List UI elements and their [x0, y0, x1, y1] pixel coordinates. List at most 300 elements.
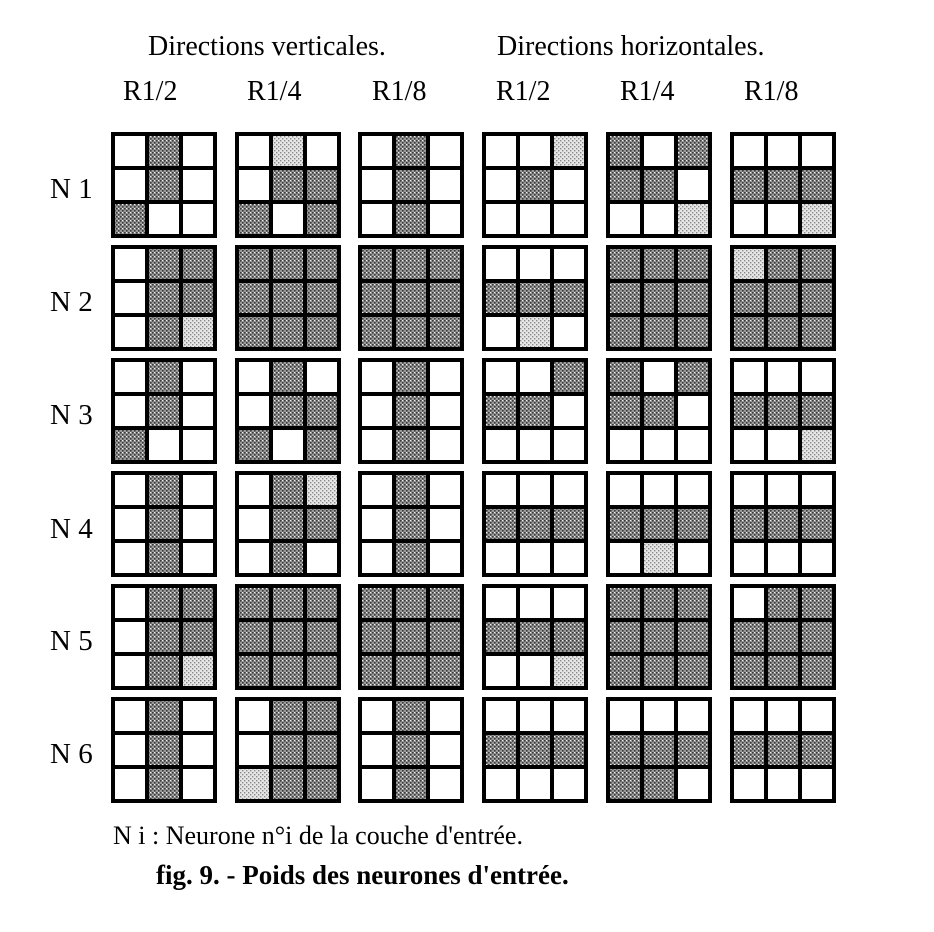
weight-cell-dark	[768, 249, 798, 279]
column-label-2: R1/4	[247, 76, 302, 107]
weight-cell-dark	[610, 656, 640, 686]
weight-cell-dark	[768, 170, 798, 200]
weight-cell-white	[610, 204, 640, 234]
weight-cell-white	[239, 543, 269, 573]
weight-cell-white	[734, 588, 764, 618]
weight-cell-dark	[362, 249, 392, 279]
weight-cell-white	[554, 249, 584, 279]
weight-cell-dark	[520, 735, 550, 765]
weight-cell-dark	[307, 283, 337, 313]
weight-cell-light	[678, 204, 708, 234]
weight-cell-white	[802, 701, 832, 731]
weight-cell-white	[644, 430, 674, 460]
weight-cell-dark	[239, 204, 269, 234]
row-label-2: N 2	[50, 286, 93, 318]
weight-cell-dark	[362, 317, 392, 347]
weight-cell-dark	[149, 170, 179, 200]
column-label-3: R1/8	[372, 76, 427, 107]
weight-cell-dark	[520, 396, 550, 426]
weight-cell-dark	[396, 735, 426, 765]
weight-cell-white	[115, 136, 145, 166]
weight-cell-dark	[678, 362, 708, 392]
weight-cell-dark	[273, 283, 303, 313]
weight-cell-white	[554, 430, 584, 460]
weight-cell-white	[486, 249, 516, 279]
weight-cell-white	[115, 249, 145, 279]
weight-cell-dark	[183, 249, 213, 279]
weight-cell-white	[307, 362, 337, 392]
weight-cell-dark	[239, 588, 269, 618]
weight-cell-white	[362, 170, 392, 200]
weight-cell-dark	[554, 509, 584, 539]
weight-cell-white	[115, 509, 145, 539]
weight-cell-white	[239, 396, 269, 426]
weight-cell-dark	[802, 735, 832, 765]
weight-cell-dark	[183, 622, 213, 652]
weight-cell-white	[554, 588, 584, 618]
weight-cell-dark	[734, 396, 764, 426]
weight-cell-dark	[239, 283, 269, 313]
weight-cell-dark	[734, 656, 764, 686]
weight-cell-white	[486, 430, 516, 460]
weight-cell-white	[362, 475, 392, 505]
weight-cell-dark	[802, 622, 832, 652]
weight-cell-dark	[149, 588, 179, 618]
weight-cell-dark	[273, 317, 303, 347]
weight-cell-white	[183, 509, 213, 539]
weight-cell-white	[554, 170, 584, 200]
weight-cell-white	[486, 543, 516, 573]
weight-cell-dark	[486, 509, 516, 539]
column-label-4: R1/2	[496, 76, 551, 107]
weight-cell-dark	[678, 656, 708, 686]
weight-cell-white	[520, 430, 550, 460]
weight-cell-white	[362, 701, 392, 731]
weight-cell-dark	[149, 656, 179, 686]
weight-cell-white	[183, 204, 213, 234]
weight-cell-white	[430, 362, 460, 392]
weight-cell-white	[362, 204, 392, 234]
weight-cell-dark	[273, 622, 303, 652]
weight-cell-dark	[678, 249, 708, 279]
weight-cell-white	[734, 204, 764, 234]
weight-cell-light	[802, 204, 832, 234]
weight-cell-dark	[149, 396, 179, 426]
row-label-5: N 5	[50, 625, 93, 657]
weight-cell-dark	[610, 136, 640, 166]
row-label-3: N 3	[50, 399, 93, 431]
weight-cell-dark	[802, 509, 832, 539]
weight-cell-dark	[610, 249, 640, 279]
weight-cell-dark	[273, 170, 303, 200]
weight-cell-white	[554, 543, 584, 573]
weight-cell-white	[486, 475, 516, 505]
weight-cell-dark	[396, 701, 426, 731]
weight-cell-dark	[149, 136, 179, 166]
weight-cell-dark	[678, 622, 708, 652]
weight-cell-white	[115, 317, 145, 347]
weight-cell-white	[734, 475, 764, 505]
weight-cell-white	[486, 204, 516, 234]
weight-cell-white	[520, 543, 550, 573]
weight-cell-white	[520, 136, 550, 166]
weight-cell-dark	[644, 249, 674, 279]
weight-cell-dark	[273, 735, 303, 765]
weight-cell-dark	[802, 283, 832, 313]
weight-cell-light	[183, 656, 213, 686]
weight-cell-white	[183, 701, 213, 731]
weight-cell-dark	[149, 509, 179, 539]
weight-cell-white	[678, 543, 708, 573]
weight-cell-white	[486, 588, 516, 618]
weight-cell-white	[239, 136, 269, 166]
weight-cell-white	[115, 283, 145, 313]
weight-cell-dark	[239, 430, 269, 460]
weight-cell-dark	[554, 735, 584, 765]
weight-cell-white	[149, 430, 179, 460]
weight-cell-white	[644, 475, 674, 505]
weight-cell-dark	[183, 588, 213, 618]
group-label-vertical: Directions verticales.	[148, 31, 386, 62]
weight-cell-white	[115, 656, 145, 686]
weight-cell-white	[554, 701, 584, 731]
weight-cell-dark	[239, 622, 269, 652]
weight-cell-white	[430, 543, 460, 573]
weight-cell-dark	[610, 509, 640, 539]
weight-cell-white	[307, 136, 337, 166]
weight-cell-white	[183, 543, 213, 573]
row-label-4: N 4	[50, 513, 93, 545]
weight-cell-dark	[149, 622, 179, 652]
weight-cell-white	[734, 701, 764, 731]
weight-cell-white	[362, 543, 392, 573]
weight-cell-white	[115, 735, 145, 765]
weight-cell-white	[307, 543, 337, 573]
weight-cell-dark	[678, 283, 708, 313]
weight-cell-dark	[273, 769, 303, 799]
weight-cell-white	[239, 735, 269, 765]
weight-cell-dark	[307, 170, 337, 200]
weight-cell-dark	[644, 170, 674, 200]
weight-cell-dark	[520, 622, 550, 652]
weight-cell-white	[554, 769, 584, 799]
weight-cell-white	[520, 588, 550, 618]
weight-cell-dark	[307, 509, 337, 539]
weight-cell-white	[430, 769, 460, 799]
weight-cell-dark	[644, 317, 674, 347]
weight-cell-dark	[486, 622, 516, 652]
weight-cell-dark	[273, 543, 303, 573]
weight-cell-dark	[678, 588, 708, 618]
weight-cell-dark	[734, 735, 764, 765]
weight-cell-white	[610, 701, 640, 731]
weight-cell-light	[273, 136, 303, 166]
weight-cell-dark	[115, 430, 145, 460]
weight-cell-dark	[239, 656, 269, 686]
weight-cell-dark	[396, 656, 426, 686]
row-label-6: N 6	[50, 738, 93, 770]
weight-cell-dark	[362, 283, 392, 313]
weight-cell-white	[239, 475, 269, 505]
column-label-1: R1/2	[123, 76, 178, 107]
weight-cell-white	[520, 362, 550, 392]
weight-cell-dark	[802, 656, 832, 686]
weight-cell-light	[554, 136, 584, 166]
weight-cell-dark	[768, 283, 798, 313]
weight-cell-dark	[430, 622, 460, 652]
weight-cell-dark	[430, 249, 460, 279]
weight-cell-white	[362, 362, 392, 392]
weight-cell-dark	[644, 509, 674, 539]
weight-cell-white	[486, 701, 516, 731]
weight-cell-dark	[149, 475, 179, 505]
weight-cell-white	[430, 430, 460, 460]
weight-cell-dark	[396, 204, 426, 234]
weight-cell-dark	[610, 317, 640, 347]
weight-cell-white	[768, 204, 798, 234]
weight-cell-dark	[307, 701, 337, 731]
weight-cell-dark	[678, 317, 708, 347]
weight-cell-white	[486, 136, 516, 166]
weight-cell-dark	[273, 396, 303, 426]
weight-cell-dark	[362, 656, 392, 686]
weight-cell-white	[115, 170, 145, 200]
weight-cell-white	[768, 475, 798, 505]
weight-cell-white	[362, 509, 392, 539]
column-label-6: R1/8	[744, 76, 799, 107]
weight-cell-white	[430, 204, 460, 234]
weight-cell-light	[644, 543, 674, 573]
weight-cell-dark	[396, 362, 426, 392]
weight-cell-white	[183, 430, 213, 460]
weight-cell-dark	[430, 656, 460, 686]
weight-cell-dark	[644, 656, 674, 686]
weight-cell-dark	[273, 362, 303, 392]
weight-cell-white	[430, 136, 460, 166]
weight-cell-dark	[307, 588, 337, 618]
weight-cell-dark	[644, 735, 674, 765]
weight-cell-dark	[307, 204, 337, 234]
weight-cell-white	[430, 475, 460, 505]
weight-cell-dark	[430, 588, 460, 618]
weight-cell-white	[768, 430, 798, 460]
weight-cell-dark	[802, 170, 832, 200]
weight-cell-dark	[396, 283, 426, 313]
weight-cell-white	[183, 362, 213, 392]
weight-cell-dark	[678, 136, 708, 166]
weight-cell-white	[610, 475, 640, 505]
weight-cell-dark	[149, 769, 179, 799]
weight-cell-dark	[307, 622, 337, 652]
weight-cell-white	[239, 362, 269, 392]
weight-cell-dark	[486, 735, 516, 765]
weight-cell-white	[802, 136, 832, 166]
weight-cell-dark	[734, 170, 764, 200]
weight-cell-dark	[273, 588, 303, 618]
weight-cell-white	[678, 475, 708, 505]
weight-cell-dark	[610, 735, 640, 765]
weight-cell-dark	[734, 317, 764, 347]
group-label-horizontal: Directions horizontales.	[497, 31, 765, 62]
weight-cell-white	[430, 735, 460, 765]
weight-cell-dark	[768, 509, 798, 539]
weight-cell-white	[430, 701, 460, 731]
weight-cell-dark	[768, 656, 798, 686]
weight-cell-white	[183, 136, 213, 166]
weight-cell-dark	[644, 622, 674, 652]
weight-cell-dark	[183, 283, 213, 313]
weight-cell-dark	[307, 769, 337, 799]
weight-cell-white	[362, 396, 392, 426]
weight-cell-dark	[610, 283, 640, 313]
weight-cell-dark	[734, 622, 764, 652]
weight-cell-white	[644, 136, 674, 166]
weight-cell-white	[115, 362, 145, 392]
weight-cell-white	[610, 430, 640, 460]
weight-cell-light	[802, 430, 832, 460]
weight-cell-dark	[678, 735, 708, 765]
weight-cell-white	[734, 136, 764, 166]
weight-cell-dark	[554, 283, 584, 313]
weight-cell-dark	[273, 656, 303, 686]
weight-cell-dark	[486, 283, 516, 313]
weight-cell-dark	[396, 430, 426, 460]
weight-cell-white	[239, 509, 269, 539]
weight-cell-white	[115, 396, 145, 426]
weight-cell-white	[644, 204, 674, 234]
weight-cell-light	[307, 475, 337, 505]
legend-text: N i : Neurone n°i de la couche d'entrée.	[113, 821, 523, 850]
weight-cell-white	[149, 204, 179, 234]
weight-cell-dark	[802, 396, 832, 426]
weight-cell-white	[554, 317, 584, 347]
weight-cell-dark	[520, 170, 550, 200]
weight-cell-dark	[273, 475, 303, 505]
weight-cell-dark	[149, 362, 179, 392]
weight-cell-light	[554, 656, 584, 686]
weight-cell-dark	[307, 396, 337, 426]
weight-cell-dark	[273, 249, 303, 279]
weight-cell-white	[183, 396, 213, 426]
weight-cell-white	[520, 475, 550, 505]
weight-cell-white	[734, 362, 764, 392]
weight-cell-dark	[307, 317, 337, 347]
weight-cell-white	[610, 543, 640, 573]
weight-cell-dark	[486, 396, 516, 426]
weight-cell-dark	[768, 317, 798, 347]
weight-cell-white	[115, 543, 145, 573]
weight-cell-dark	[396, 622, 426, 652]
weight-cell-white	[554, 475, 584, 505]
weight-cell-white	[183, 769, 213, 799]
weight-cell-dark	[307, 656, 337, 686]
weight-cell-dark	[149, 283, 179, 313]
weight-cell-white	[768, 701, 798, 731]
weight-cell-white	[734, 430, 764, 460]
weight-cell-dark	[678, 509, 708, 539]
weight-cell-white	[115, 622, 145, 652]
weight-cell-white	[520, 769, 550, 799]
weight-cell-white	[520, 656, 550, 686]
weight-cell-white	[115, 701, 145, 731]
weight-cell-dark	[396, 249, 426, 279]
weight-cell-white	[486, 362, 516, 392]
weight-cell-white	[430, 396, 460, 426]
weight-cell-white	[734, 543, 764, 573]
weight-cell-dark	[273, 509, 303, 539]
weight-cell-white	[644, 701, 674, 731]
weight-cell-white	[678, 430, 708, 460]
weight-cell-dark	[149, 249, 179, 279]
weight-cell-dark	[115, 204, 145, 234]
weight-cell-white	[486, 317, 516, 347]
weight-cell-white	[554, 204, 584, 234]
weight-cell-light	[734, 249, 764, 279]
weight-cell-white	[768, 769, 798, 799]
weight-cell-dark	[396, 509, 426, 539]
weight-cell-dark	[149, 701, 179, 731]
weight-cell-white	[430, 509, 460, 539]
weight-cell-dark	[396, 543, 426, 573]
weight-cell-dark	[149, 543, 179, 573]
weight-cell-dark	[239, 249, 269, 279]
weight-cell-dark	[307, 430, 337, 460]
weight-cell-dark	[610, 170, 640, 200]
weight-cell-white	[430, 170, 460, 200]
weight-cell-dark	[768, 622, 798, 652]
weight-cell-dark	[610, 362, 640, 392]
weight-cell-light	[239, 769, 269, 799]
weight-cell-dark	[430, 317, 460, 347]
weight-cell-dark	[307, 735, 337, 765]
weight-cell-light	[183, 317, 213, 347]
weight-cell-white	[768, 136, 798, 166]
weight-cell-white	[678, 170, 708, 200]
weight-cell-light	[520, 317, 550, 347]
weight-cell-white	[802, 769, 832, 799]
weight-cell-white	[486, 656, 516, 686]
weight-cell-white	[520, 249, 550, 279]
weight-cell-white	[362, 769, 392, 799]
weight-cell-dark	[554, 362, 584, 392]
column-label-5: R1/4	[620, 76, 675, 107]
weight-cell-white	[768, 543, 798, 573]
figure-caption: fig. 9. - Poids des neurones d'entrée.	[156, 860, 569, 890]
weight-cell-white	[115, 588, 145, 618]
weight-cell-dark	[396, 769, 426, 799]
weight-cell-white	[678, 701, 708, 731]
weight-cell-white	[115, 769, 145, 799]
weight-cell-white	[520, 204, 550, 234]
weight-cell-white	[802, 475, 832, 505]
weight-cell-white	[362, 430, 392, 460]
weight-cell-dark	[644, 588, 674, 618]
weight-cell-white	[362, 136, 392, 166]
weight-cell-dark	[149, 735, 179, 765]
weight-cell-white	[520, 701, 550, 731]
weight-cell-dark	[362, 622, 392, 652]
weight-cell-white	[678, 769, 708, 799]
weight-cell-dark	[802, 588, 832, 618]
weight-cell-dark	[644, 769, 674, 799]
weight-cell-white	[486, 769, 516, 799]
weight-cell-white	[115, 475, 145, 505]
weight-cell-white	[239, 701, 269, 731]
weight-cell-dark	[802, 317, 832, 347]
weight-cell-white	[644, 362, 674, 392]
weight-cell-dark	[610, 769, 640, 799]
weight-cell-dark	[610, 588, 640, 618]
